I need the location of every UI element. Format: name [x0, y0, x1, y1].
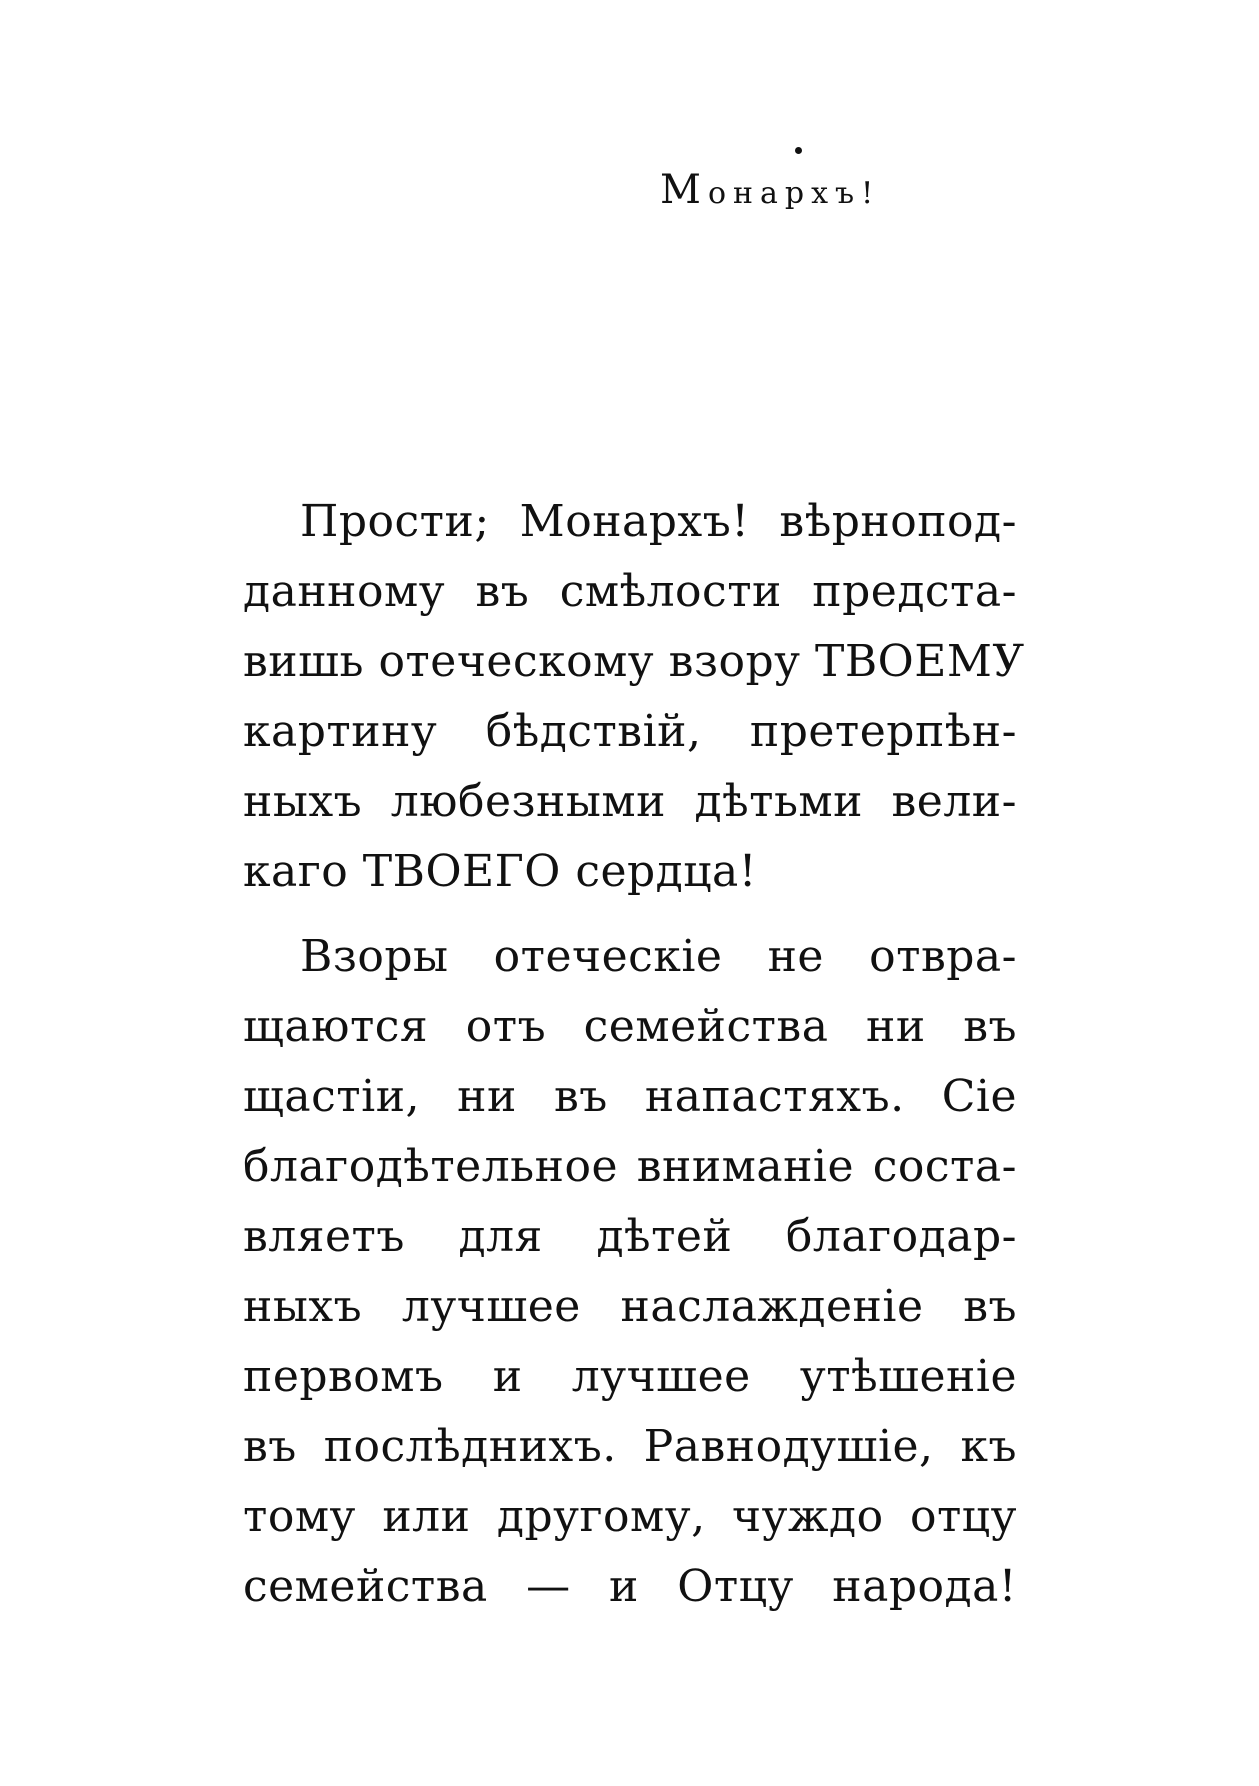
text-line: данному въ смѣлости предста- [243, 566, 1017, 617]
text-line: картину бѣдствій, претерпѣн- [243, 706, 1017, 757]
text-line: въ послѣднихъ. Равнодушіе, къ [243, 1421, 1017, 1472]
text-line: благодѣтельное вниманіе соста- [243, 1141, 1017, 1192]
heading-address [660, 160, 880, 224]
text-line: Прости; Монархъ! вѣрнопод- [300, 496, 1017, 547]
text-line: первомъ и лучшее утѣшеніе [243, 1351, 1017, 1402]
text-line: вишь отеческому взору ТВОЕМУ [243, 636, 1025, 687]
text-line: каго ТВОЕГО сердца! [243, 846, 757, 897]
text-line: ныхъ любезными дѣтьми вели- [243, 776, 1017, 827]
text-line: щаются отъ семейства ни въ [243, 1001, 1017, 1052]
text-line: ныхъ лучшее наслажденіе въ [243, 1281, 1017, 1332]
heading-rest: онархъ! [707, 176, 881, 211]
text-line: семейства — и Отцу народа! [243, 1561, 1017, 1612]
heading-initial: М [660, 167, 708, 213]
ink-speck [795, 147, 802, 154]
text-line: Взоры отеческіе не отвра- [300, 931, 1017, 982]
text-line: вляетъ для дѣтей благодар- [243, 1211, 1017, 1262]
text-line: тому или другому, чуждо отцу [243, 1491, 1017, 1542]
text-line: щастіи, ни въ напастяхъ. Сіе [243, 1071, 1017, 1122]
